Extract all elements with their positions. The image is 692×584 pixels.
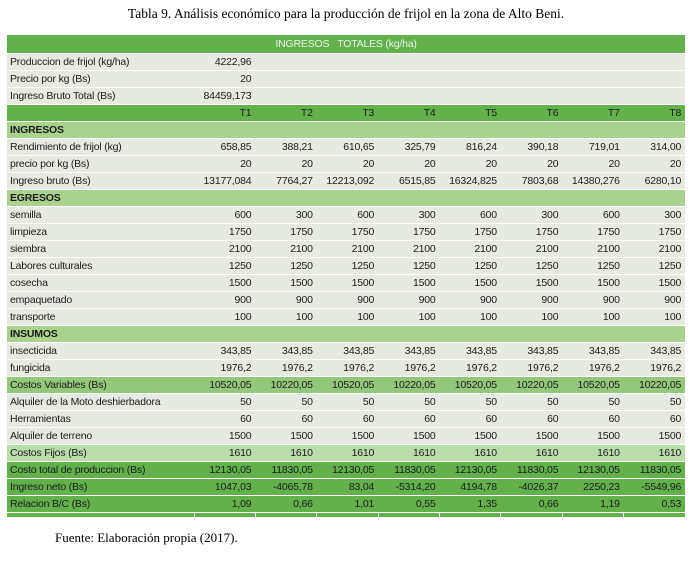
column-header: T5 — [440, 104, 501, 121]
summary-row — [7, 70, 685, 87]
section-header: EGRESOS — [7, 189, 685, 206]
cell-value: 900 — [440, 291, 501, 308]
table-caption: Tabla 9. Análisis económico para la producción de frijol en la zona de Alto Beni. — [127, 6, 565, 21]
cell-value: 610,65 — [317, 138, 378, 155]
section-header: INSUMOS — [7, 325, 685, 342]
cell-value: 10520,05 — [317, 376, 378, 393]
cell-value: 600 — [317, 206, 378, 223]
cell-value: 1047,03 — [194, 478, 255, 495]
cell-value: 1750 — [562, 223, 623, 240]
table-row — [7, 240, 685, 257]
cell-value: 900 — [255, 291, 316, 308]
cell-value: 16324,825 — [440, 172, 501, 189]
cell-value: 1610 — [378, 444, 439, 461]
cell-value: 11830,05 — [255, 461, 316, 478]
cell-value: 900 — [378, 291, 439, 308]
cell-value: 0,66 — [255, 495, 316, 512]
cell-value: 1750 — [194, 223, 255, 240]
strip-cell — [440, 512, 501, 518]
cell-value: 100 — [440, 308, 501, 325]
cell-value: 10520,05 — [440, 376, 501, 393]
cell-value: 1610 — [624, 444, 685, 461]
cell-value: 13177,084 — [194, 172, 255, 189]
cell-value: 1750 — [501, 223, 562, 240]
cell-value: -4026,37 — [501, 478, 562, 495]
cell-value: 1250 — [562, 257, 623, 274]
row-label: Ingreso bruto (Bs) — [7, 172, 194, 189]
cell-value: 10220,05 — [378, 376, 439, 393]
cell-value: 2100 — [255, 240, 316, 257]
row-label: Labores culturales — [7, 257, 194, 274]
cell-value: 20 — [317, 155, 378, 172]
cell-value: 1500 — [624, 427, 685, 444]
cell-value: 1500 — [440, 427, 501, 444]
empty-cell — [7, 104, 194, 121]
cell-value: 60 — [440, 410, 501, 427]
cell-value: 1500 — [562, 274, 623, 291]
empty-cell — [624, 87, 685, 104]
cell-value: 10520,05 — [562, 376, 623, 393]
cell-value: 50 — [562, 393, 623, 410]
cell-value: 1610 — [440, 444, 501, 461]
table-row — [7, 308, 685, 325]
empty-cell — [440, 87, 501, 104]
empty-cell — [501, 87, 562, 104]
table-row — [7, 291, 685, 308]
strip-cell — [378, 512, 439, 518]
cell-value: 2100 — [317, 240, 378, 257]
empty-cell — [562, 70, 623, 87]
table-row — [7, 274, 685, 291]
cell-value: 900 — [317, 291, 378, 308]
row-label: Precio por kg (Bs) — [7, 70, 194, 87]
cell-value: 314,00 — [624, 138, 685, 155]
row-label: insecticida — [7, 342, 194, 359]
cell-value: 1250 — [255, 257, 316, 274]
cell-value: 4194,78 — [440, 478, 501, 495]
row-label: Ingreso Bruto Total (Bs) — [7, 87, 194, 104]
cell-value: 1976,2 — [562, 359, 623, 376]
cell-value: 1250 — [378, 257, 439, 274]
section-header-row — [7, 325, 685, 342]
table-row — [7, 206, 685, 223]
row-label: fungicida — [7, 359, 194, 376]
cell-value: -5314,20 — [378, 478, 439, 495]
cell-value: 60 — [378, 410, 439, 427]
cell-value: 1,35 — [440, 495, 501, 512]
cell-value: 300 — [255, 206, 316, 223]
empty-cell — [317, 87, 378, 104]
cell-value: 84459,173 — [194, 87, 255, 104]
cell-value: 1500 — [255, 274, 316, 291]
cell-value: 343,85 — [624, 342, 685, 359]
empty-cell — [255, 87, 316, 104]
table-row — [7, 359, 685, 376]
cell-value: 343,85 — [317, 342, 378, 359]
cell-value: 1250 — [317, 257, 378, 274]
row-label: Costo total de produccion (Bs) — [7, 461, 194, 478]
source-note: Fuente: Elaboración propia (2017). — [55, 530, 238, 545]
cell-value: 0,66 — [501, 495, 562, 512]
table-row — [7, 376, 685, 393]
cell-value: 1976,2 — [501, 359, 562, 376]
cell-value: 0,55 — [378, 495, 439, 512]
row-label: limpieza — [7, 223, 194, 240]
empty-cell — [378, 87, 439, 104]
strip-cell — [255, 512, 316, 518]
row-label: semilla — [7, 206, 194, 223]
cell-value: 900 — [501, 291, 562, 308]
row-label: Herramientas — [7, 410, 194, 427]
cell-value: 6515,85 — [378, 172, 439, 189]
table-row — [7, 223, 685, 240]
row-label: Alquiler de la Moto deshierbadora — [7, 393, 194, 410]
cell-value: 1750 — [440, 223, 501, 240]
cell-value: 50 — [440, 393, 501, 410]
row-label: cosecha — [7, 274, 194, 291]
cell-value: 12130,05 — [562, 461, 623, 478]
cell-value: 50 — [317, 393, 378, 410]
empty-cell — [562, 87, 623, 104]
cell-value: 1976,2 — [624, 359, 685, 376]
cell-value: 11830,05 — [501, 461, 562, 478]
cell-value: 12130,05 — [440, 461, 501, 478]
strip-cell — [501, 512, 562, 518]
cell-value: 50 — [194, 393, 255, 410]
empty-cell — [440, 53, 501, 70]
cell-value: -4065,78 — [255, 478, 316, 495]
empty-cell — [317, 70, 378, 87]
empty-cell — [317, 53, 378, 70]
empty-cell — [440, 70, 501, 87]
cell-value: 100 — [194, 308, 255, 325]
cell-value: 1500 — [501, 274, 562, 291]
cell-value: 2100 — [440, 240, 501, 257]
cell-value: 20 — [194, 155, 255, 172]
cell-value: 20 — [624, 155, 685, 172]
cell-value: 20 — [440, 155, 501, 172]
cell-value: 20 — [378, 155, 439, 172]
column-header: T6 — [501, 104, 562, 121]
cell-value: 83,04 — [317, 478, 378, 495]
row-label: Relacion B/C (Bs) — [7, 495, 194, 512]
cell-value: 1250 — [501, 257, 562, 274]
cell-value: 1976,2 — [255, 359, 316, 376]
cell-value: 1610 — [255, 444, 316, 461]
column-header: T4 — [378, 104, 439, 121]
table-row — [7, 257, 685, 274]
section-header: INGRESOS — [7, 121, 685, 138]
empty-cell — [562, 53, 623, 70]
cell-value: 1976,2 — [440, 359, 501, 376]
cell-value: 1250 — [194, 257, 255, 274]
cell-value: 1610 — [317, 444, 378, 461]
cell-value: 50 — [255, 393, 316, 410]
cell-value: 1250 — [624, 257, 685, 274]
table-row — [7, 478, 685, 495]
empty-cell — [624, 70, 685, 87]
cell-value: 60 — [624, 410, 685, 427]
empty-cell — [378, 70, 439, 87]
cell-value: 816,24 — [440, 138, 501, 155]
cell-value: 1976,2 — [194, 359, 255, 376]
table-row — [7, 495, 685, 512]
summary-row — [7, 87, 685, 104]
cell-value: 600 — [562, 206, 623, 223]
cell-value: 1500 — [440, 274, 501, 291]
row-label: Produccion de frijol (kg/ha) — [7, 53, 194, 70]
row-label: Alquiler de terreno — [7, 427, 194, 444]
section-header-row — [7, 189, 685, 206]
cell-value: 12213,092 — [317, 172, 378, 189]
cell-value: 11830,05 — [624, 461, 685, 478]
column-header: T2 — [255, 104, 316, 121]
cell-value: 1500 — [317, 427, 378, 444]
cell-value: 2100 — [194, 240, 255, 257]
strip-cell — [562, 512, 623, 518]
row-label: transporte — [7, 308, 194, 325]
cell-value: 343,85 — [440, 342, 501, 359]
cell-value: 100 — [255, 308, 316, 325]
cell-value: 50 — [624, 393, 685, 410]
cell-value: 300 — [378, 206, 439, 223]
strip-cell — [624, 512, 685, 518]
empty-cell — [501, 70, 562, 87]
cell-value: 1500 — [317, 274, 378, 291]
table-row — [7, 461, 685, 478]
cell-value: 14380,276 — [562, 172, 623, 189]
cell-value: 1976,2 — [317, 359, 378, 376]
cell-value: 658,85 — [194, 138, 255, 155]
cell-value: -5549,96 — [624, 478, 685, 495]
table-row — [7, 172, 685, 189]
empty-cell — [624, 53, 685, 70]
cell-value: 10220,05 — [624, 376, 685, 393]
cell-value: 1,19 — [562, 495, 623, 512]
cell-value: 1500 — [501, 427, 562, 444]
cell-value: 50 — [378, 393, 439, 410]
cell-value: 1750 — [378, 223, 439, 240]
column-header: T3 — [317, 104, 378, 121]
table-row — [7, 155, 685, 172]
cell-value: 60 — [317, 410, 378, 427]
section-header-row — [7, 121, 685, 138]
cell-value: 300 — [501, 206, 562, 223]
cell-value: 1,01 — [317, 495, 378, 512]
cell-value: 1610 — [501, 444, 562, 461]
row-label: Rendimiento de frijol (kg) — [7, 138, 194, 155]
cell-value: 1,09 — [194, 495, 255, 512]
cell-value: 20 — [501, 155, 562, 172]
cell-value: 0,53 — [624, 495, 685, 512]
cell-value: 343,85 — [378, 342, 439, 359]
table-row — [7, 342, 685, 359]
cell-value: 600 — [194, 206, 255, 223]
cell-value: 343,85 — [255, 342, 316, 359]
cell-value: 10220,05 — [255, 376, 316, 393]
cell-value: 1500 — [562, 427, 623, 444]
cell-value: 100 — [562, 308, 623, 325]
empty-cell — [378, 53, 439, 70]
cell-value: 2100 — [501, 240, 562, 257]
row-label: empaquetado — [7, 291, 194, 308]
treatment-header-row — [7, 104, 685, 121]
cell-value: 7764,27 — [255, 172, 316, 189]
cell-value: 2100 — [562, 240, 623, 257]
cell-value: 10220,05 — [501, 376, 562, 393]
summary-row — [7, 53, 685, 70]
empty-cell — [501, 53, 562, 70]
cell-value: 20 — [562, 155, 623, 172]
table-header-band-label: INGRESOS TOTALES (kg/ha) — [7, 35, 685, 53]
cell-value: 1610 — [194, 444, 255, 461]
economic-analysis-table — [7, 35, 685, 519]
cell-value: 390,18 — [501, 138, 562, 155]
cell-value: 1500 — [194, 274, 255, 291]
row-label: Ingreso neto (Bs) — [7, 478, 194, 495]
cell-value: 2100 — [378, 240, 439, 257]
cell-value: 60 — [255, 410, 316, 427]
cell-value: 388,21 — [255, 138, 316, 155]
cell-value: 900 — [194, 291, 255, 308]
cell-value: 2100 — [624, 240, 685, 257]
column-header: T8 — [624, 104, 685, 121]
column-header: T7 — [562, 104, 623, 121]
cell-value: 4222,96 — [194, 53, 255, 70]
cell-value: 1750 — [317, 223, 378, 240]
cell-value: 343,85 — [562, 342, 623, 359]
cell-value: 900 — [624, 291, 685, 308]
cell-value: 2250,23 — [562, 478, 623, 495]
table-row — [7, 393, 685, 410]
cell-value: 343,85 — [501, 342, 562, 359]
cell-value: 60 — [501, 410, 562, 427]
cell-value: 600 — [440, 206, 501, 223]
cell-value: 1500 — [255, 427, 316, 444]
table-row — [7, 427, 685, 444]
cell-value: 1500 — [378, 427, 439, 444]
cell-value: 100 — [501, 308, 562, 325]
cell-value: 1500 — [624, 274, 685, 291]
cell-value: 325,79 — [378, 138, 439, 155]
cell-value: 6280,10 — [624, 172, 685, 189]
cell-value: 11830,05 — [378, 461, 439, 478]
strip-cell — [7, 512, 194, 518]
cell-value: 1750 — [255, 223, 316, 240]
strip-cell — [194, 512, 255, 518]
cell-value: 60 — [562, 410, 623, 427]
table-row — [7, 410, 685, 427]
cell-value: 1250 — [440, 257, 501, 274]
cell-value: 7803,68 — [501, 172, 562, 189]
cell-value: 1500 — [194, 427, 255, 444]
cell-value: 50 — [501, 393, 562, 410]
cell-value: 100 — [378, 308, 439, 325]
table-bottom-strip — [7, 512, 685, 518]
cell-value: 719,01 — [562, 138, 623, 155]
cell-value: 20 — [194, 70, 255, 87]
cell-value: 12130,05 — [194, 461, 255, 478]
row-label: siembra — [7, 240, 194, 257]
cell-value: 100 — [624, 308, 685, 325]
cell-value: 10520,05 — [194, 376, 255, 393]
cell-value: 300 — [624, 206, 685, 223]
row-label: Costos Variables (Bs) — [7, 376, 194, 393]
row-label: precio por kg (Bs) — [7, 155, 194, 172]
column-header: T1 — [194, 104, 255, 121]
cell-value: 1610 — [562, 444, 623, 461]
cell-value: 20 — [255, 155, 316, 172]
table-header-band — [7, 35, 685, 53]
cell-value: 1750 — [624, 223, 685, 240]
cell-value: 343,85 — [194, 342, 255, 359]
cell-value: 1500 — [378, 274, 439, 291]
cell-value: 1976,2 — [378, 359, 439, 376]
table-row — [7, 138, 685, 155]
cell-value: 60 — [194, 410, 255, 427]
cell-value: 900 — [562, 291, 623, 308]
empty-cell — [255, 53, 316, 70]
row-label: Costos Fijos (Bs) — [7, 444, 194, 461]
table-row — [7, 444, 685, 461]
cell-value: 12130,05 — [317, 461, 378, 478]
empty-cell — [255, 70, 316, 87]
strip-cell — [317, 512, 378, 518]
cell-value: 100 — [317, 308, 378, 325]
